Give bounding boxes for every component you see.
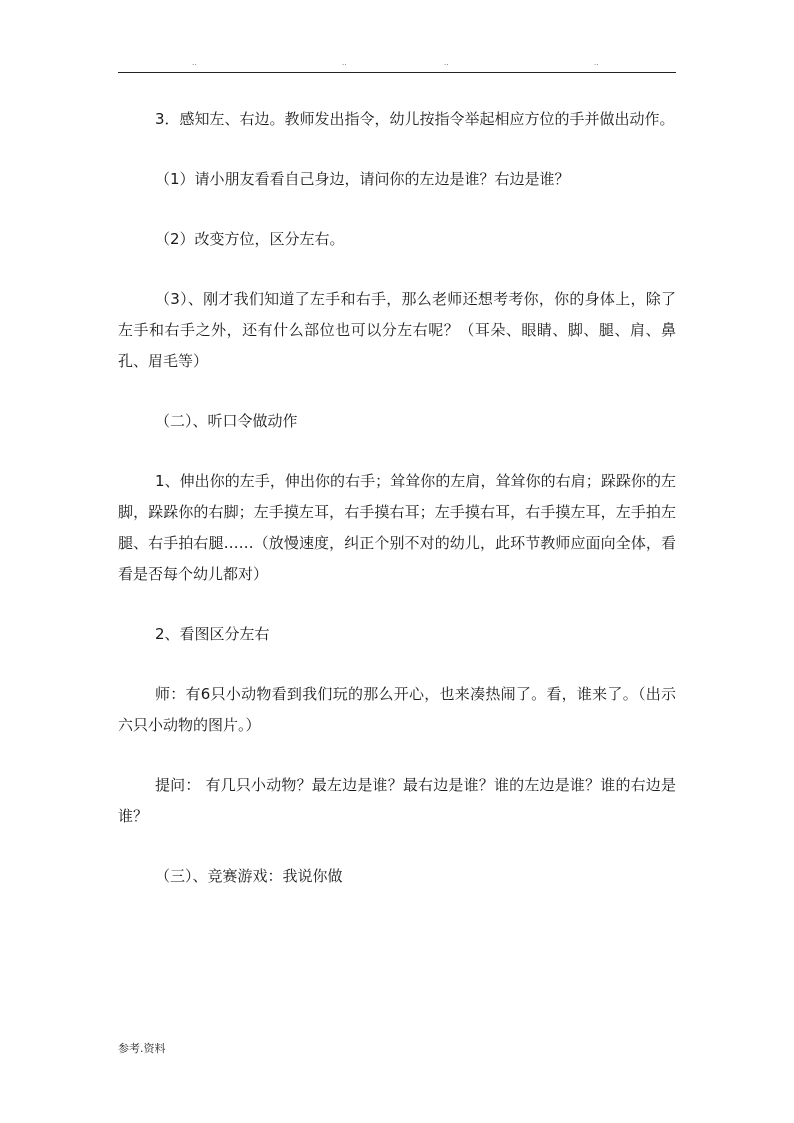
- header-mark: ..: [444, 59, 449, 67]
- paragraph-command-list: 1、伸出你的左手，伸出你的右手；耸耸你的左肩，耸耸你的右肩；跺跺你的左脚，跺跺你的右脚；左手摸左耳，右手摸右耳；左手摸右耳，右手摸左耳，左手拍左腿、右手拍右腿……（放慢速度，纠正个别不对的幼儿，此环节教师应面向全体，看看是否每个幼儿都对）: [118, 472, 676, 583]
- section-heading-listen-commands: （二）、听口令做动作: [155, 412, 298, 430]
- footer-reference-label: 参考.资料: [118, 1042, 166, 1055]
- paragraph-teacher-prompt: 师：有6只小动物看到我们玩的那么开心，也来凑热闹了。看，谁来了。（出示六只小动物的图片。）: [118, 685, 676, 734]
- paragraph-questions: 提问： 有几只小动物？最左边是谁？最右边是谁？谁的左边是谁？谁的右边是谁？: [118, 776, 676, 825]
- section-heading-competition-game: （三）、竞赛游戏：我说你做: [155, 867, 343, 885]
- header-divider: [118, 72, 676, 73]
- paragraph-perceive-left-right: 3．感知左、右边。教师发出指令，幼儿按指令举起相应方位的手并做出动作。: [155, 110, 675, 128]
- paragraph-step-1: （1）请小朋友看看自己身边，请问你的左边是谁？右边是谁？: [155, 170, 570, 188]
- paragraph-step-3: （3）、刚才我们知道了左手和右手，那么老师还想考考你，你的身体上，除了左手和右手之外，还有什么部位也可以分左右呢？（耳朵、眼睛、脚、腿、肩、鼻孔、眉毛等）: [118, 290, 676, 370]
- paragraph-step-2: （2）改变方位，区分左右。: [155, 230, 345, 248]
- header-mark: ..: [192, 59, 197, 67]
- header-mark: ..: [342, 59, 347, 67]
- document-body: [118, 104, 676, 921]
- paragraph-picture-activity: 2、看图区分左右: [155, 625, 270, 643]
- page-header-marks: [118, 60, 676, 72]
- header-mark: ..: [594, 59, 599, 67]
